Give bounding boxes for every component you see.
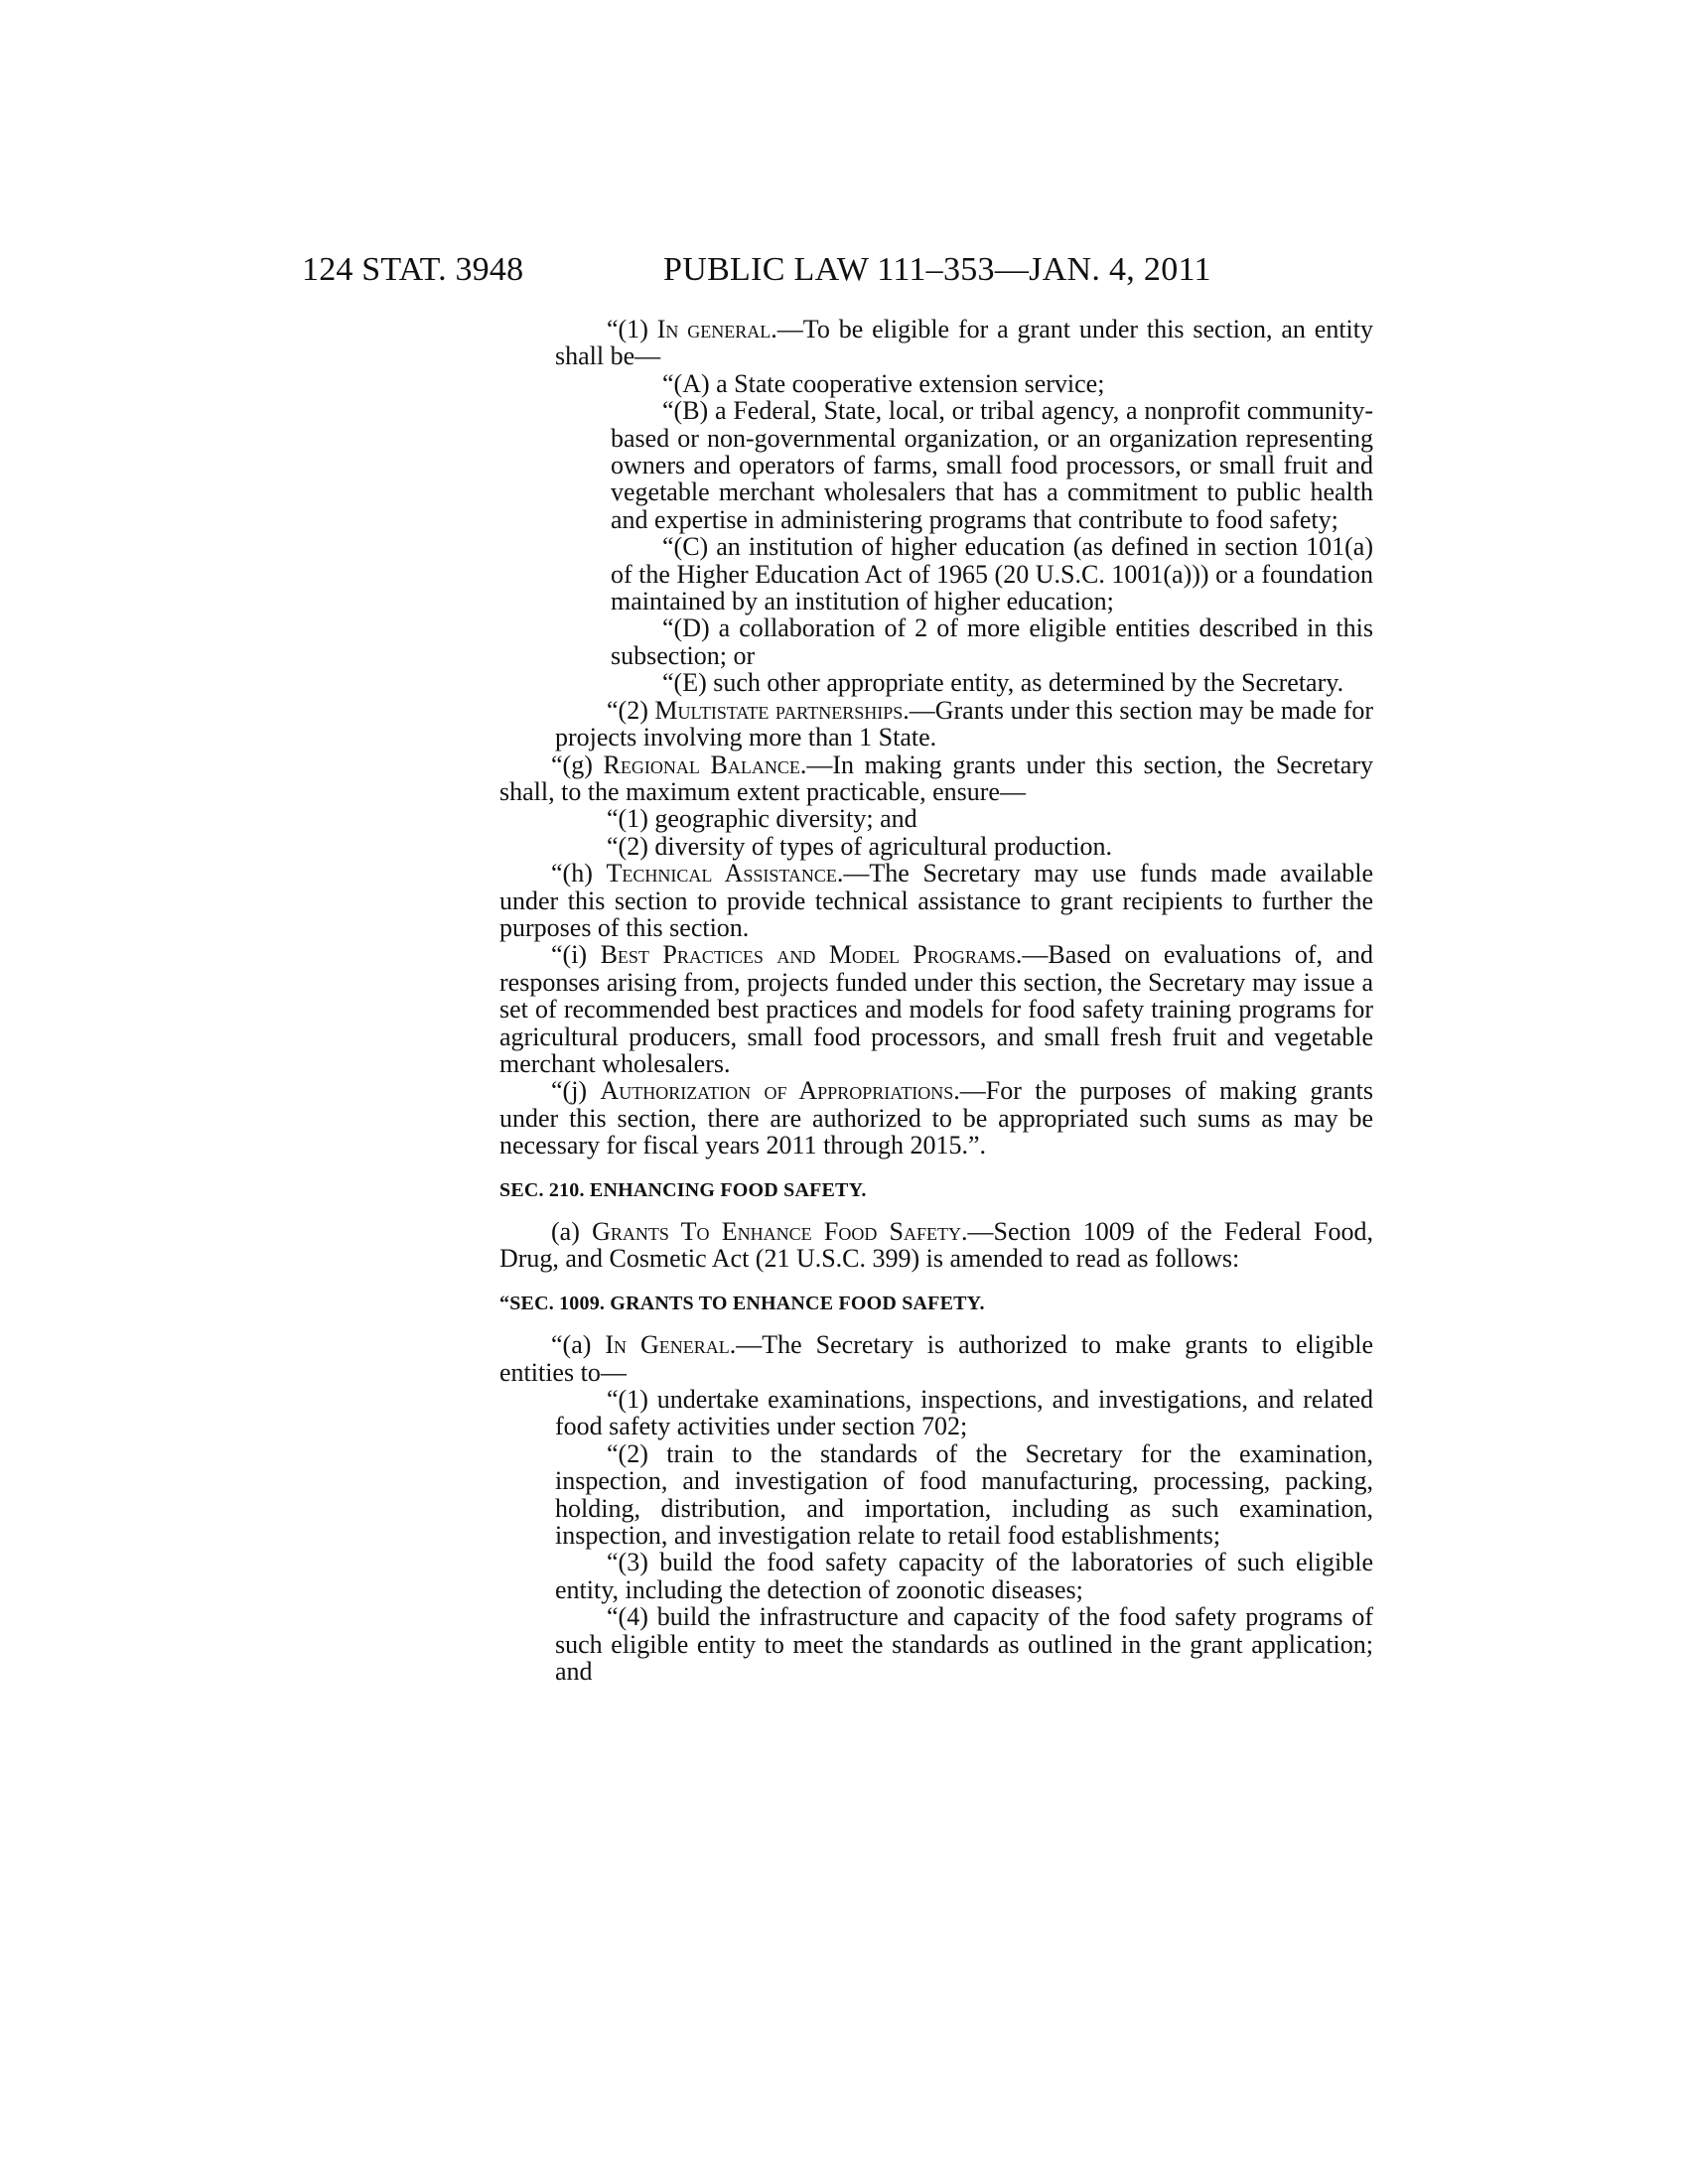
paragraph-a4: “(4) build the infrastructure and capacity of the food safety programs of such eligible entity to meet the standards as outlined in the grant application; and [555, 1602, 1373, 1687]
paragraph-caption: Grants To Enhance Food Safety [592, 1217, 962, 1246]
paragraph-prefix: “(i) [551, 940, 601, 970]
paragraph-text: .—Section 1009 of the Federal Food, Drug, and Cosmetic Act (21 U.S.C. 399) is amended to read as follows: [499, 1217, 1373, 1274]
paragraph-prefix: “(g) [551, 750, 604, 779]
document-body [499, 316, 1373, 1686]
paragraph-caption: Best Practices and Model Programs [600, 940, 1016, 970]
paragraph-h-technical-assistance [499, 860, 1373, 941]
paragraph-a-in-general [499, 1331, 1373, 1386]
paragraph-prefix: “(j) [551, 1076, 601, 1106]
paragraph-A: “(A) a State cooperative extension service; [662, 368, 1105, 398]
paragraph-prefix: “(a) [551, 1330, 606, 1360]
paragraph-text: .—For the purposes of making grants under this section, there are authorized to be appropriated such sums as may be necessary for fiscal years 2011 through 2015.”. [499, 1076, 1373, 1160]
paragraph-text: .—Based on evaluations of, and responses arising from, projects funded under this section, the Secretary may issue a set of recommended best practices and models for food safety training programs for agricultural producers, small food processors, and small fresh fruit and vegetable merchant wholesalers. [499, 940, 1373, 1078]
paragraph-D: “(D) a collaboration of 2 of more eligible entities described in this subsection; or [611, 614, 1373, 670]
paragraph-g-regional-balance [499, 751, 1373, 806]
public-law-citation: PUBLIC LAW 111–353—JAN. 4, 2011 [663, 251, 1211, 288]
section-1009-heading: “SEC. 1009. GRANTS TO ENHANCE FOOD SAFETY. [499, 1292, 985, 1314]
paragraph-text: .—To be eligible for a grant under this section, an entity shall be— [555, 315, 1373, 371]
paragraph-text: .—In making grants under this section, the Secretary shall, to the maximum extent practicable, ensure— [499, 750, 1373, 806]
paragraph-caption: Technical Assistance [606, 859, 837, 888]
paragraph-caption: In General [605, 1330, 730, 1360]
paragraph-prefix: “(2) [607, 695, 655, 725]
paragraph-E: “(E) such other appropriate entity, as determined by the Secretary. [662, 668, 1344, 698]
paragraph-caption: Regional Balance [603, 750, 800, 779]
page-header [0, 250, 1688, 290]
paragraph-j-authorization [499, 1077, 1373, 1159]
paragraph-caption: Authorization of Appropriations [600, 1076, 954, 1106]
stat-page-number: 124 STAT. 3948 [302, 251, 524, 288]
paragraph-caption: In general [656, 315, 772, 343]
paragraph-a1: “(1) undertake examinations, inspections, and investigations, and related food safety activities under section 702; [555, 1385, 1373, 1441]
paragraph-1-in-general [499, 316, 1373, 370]
paragraph-text: .—The Secretary is authorized to make grants to eligible entities to— [499, 1330, 1373, 1387]
paragraph-caption: Multistate partnerships [654, 695, 904, 725]
paragraph-text: .—Grants under this section may be made for projects involving more than 1 State. [555, 695, 1374, 752]
paragraph-prefix: “(1) [607, 315, 657, 343]
section-210-heading: SEC. 210. ENHANCING FOOD SAFETY. [499, 1178, 867, 1201]
paragraph-C: “(C) an institution of higher education (as defined in section 101(a) of the Higher Education Act of 1965 (20 U.S.C. 1001(a))) or a foundation maintained by an institution of higher education; [611, 532, 1373, 616]
paragraph-2-multistate [499, 697, 1373, 751]
paragraph-prefix: “(h) [551, 859, 607, 888]
paragraph-i-best-practices [499, 941, 1373, 1077]
paragraph-a2: “(2) train to the standards of the Secretary for the examination, inspection, and investigation of food manufacturing, processing, packing, holding, distribution, and importation, including as such examination, inspection, and investigation relate to retail food establishments; [555, 1438, 1373, 1551]
paragraph-a3: “(3) build the food safety capacity of the laboratories of such eligible entity, including the detection of zoonotic diseases; [555, 1548, 1373, 1604]
paragraph-text: .—The Secretary may use funds made available under this section to provide technical assistance to grant recipients to further the purposes of this section. [499, 859, 1374, 942]
paragraph-B: “(B) a Federal, State, local, or tribal agency, a nonprofit community-based or non-governmental organization, or an organization representing owners and operators of farms, small food processors, or small fruit and vegetable merchant wholesalers that has a commitment to public health and expertise in administering programs that contribute to food safety; [611, 396, 1373, 534]
paragraph-g1: “(1) geographic diversity; and [607, 804, 917, 834]
paragraph-g2: “(2) diversity of types of agricultural production. [607, 831, 1113, 861]
paragraph-prefix: (a) [551, 1217, 593, 1246]
paragraph-a-grants [499, 1218, 1373, 1273]
